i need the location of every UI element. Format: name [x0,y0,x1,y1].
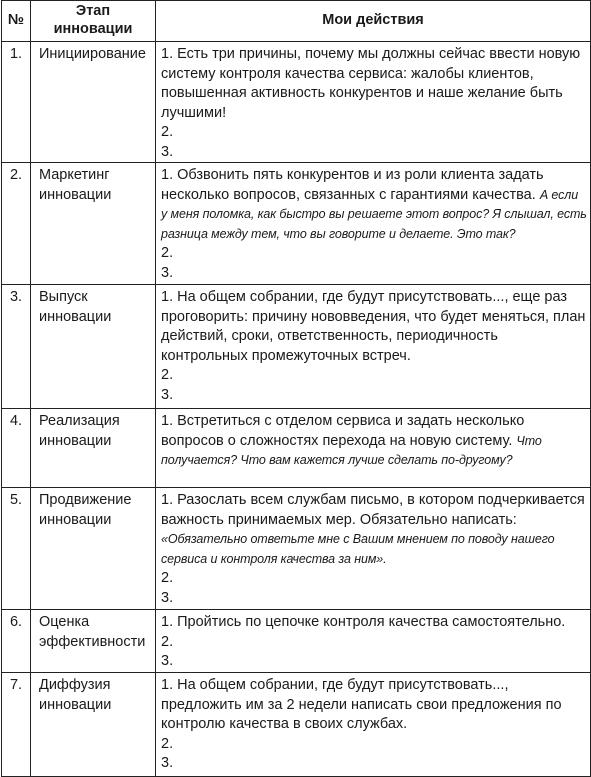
row-actions [156,610,591,673]
row-actions [156,285,591,409]
action-italic-quote: «Обязательно ответьте мне с Вашим мнением по поводу нашего сервиса и контроля качества за ним». [161,532,555,566]
table-row [2,488,591,610]
action-item-3: 3. [161,653,174,669]
table-row [2,673,591,777]
row-actions [156,409,591,488]
row-actions [156,163,591,285]
row-stage: Диффузия инновации [31,673,156,777]
table-row [2,163,591,285]
action-text: 1. Разослать всем службам письмо, в котором подчеркивается важность принимаемых мер. Обязательно написать: [161,492,585,528]
header-actions: Мои действия [156,1,591,42]
row-stage: Реализация инновации [31,409,156,488]
action-item-2: 2. [161,633,174,650]
action-item-2: 2. [161,735,174,752]
action-item-3: 3. [161,264,174,281]
row-number: 4. [2,409,31,488]
innovation-actions-table [1,0,591,777]
action-item-2: 2. [161,124,174,140]
row-number: 7. [2,673,31,777]
action-italic-quote: Что получается? Что вам кажется лучше сделать по-другому? [161,433,542,467]
action-item-3: 3. [161,589,174,606]
table-row [2,285,591,409]
row-number: 3. [2,285,31,409]
table-row [2,409,591,488]
action-item-3: 3. [161,386,174,403]
header-number: № [2,1,31,42]
header-stage: Этап инновации [31,1,156,42]
action-item-2: 2. [161,245,174,261]
row-actions [156,488,591,610]
action-text: 1. На общем собрании, где будут присутствовать..., предложить им за 2 недели написать свои предложения по контролю качества в своих службах. [161,677,562,732]
action-text: 1. На общем собрании, где будут присутствовать..., еще раз проговорить: причину нововведения, что будет меняться, план действий, сроки, ответственность, периодичность контрольных промежуточных встреч. [161,289,586,364]
action-text: 1. Есть три причины, почему мы должны сейчас ввести новую систему контроля качества сервиса: жалобы клиентов, повышенная активность конкурентов и наше желание быть лучшими! [161,46,581,121]
row-stage: Выпуск инновации [31,285,156,409]
action-item-3: 3. [161,755,174,771]
row-stage: Оценка эффективности [31,610,156,673]
row-number: 2. [2,163,31,285]
action-italic-quote: А если у меня поломка, как быстро вы решаете этот вопрос? Я слышал, есть разница между тем, что вы говорите и делаете. Это так? [161,187,587,241]
row-stage: Инициирование [31,42,156,163]
row-number: 1. [2,42,31,163]
row-actions [156,42,591,163]
table-header-row [2,1,591,42]
row-stage: Маркетинг инновации [31,163,156,285]
action-item-3: 3. [161,143,174,160]
action-text: 1. Обзвонить пять конкурентов и из роли клиента задать несколько вопросов, связанных с гарантиями качества. [161,167,544,203]
action-text: 1. Пройтись по цепочке контроля качества самостоятельно. [161,614,566,630]
action-item-2: 2. [161,570,174,586]
row-number: 6. [2,610,31,673]
row-number: 5. [2,488,31,610]
table-row [2,42,591,163]
row-actions [156,673,591,777]
row-stage: Продвижение инновации [31,488,156,610]
action-item-2: 2. [161,367,174,383]
table-row [2,610,591,673]
action-text: 1. Встретиться с отделом сервиса и задать несколько вопросов о сложностях перехода на новую систему. [161,413,525,449]
